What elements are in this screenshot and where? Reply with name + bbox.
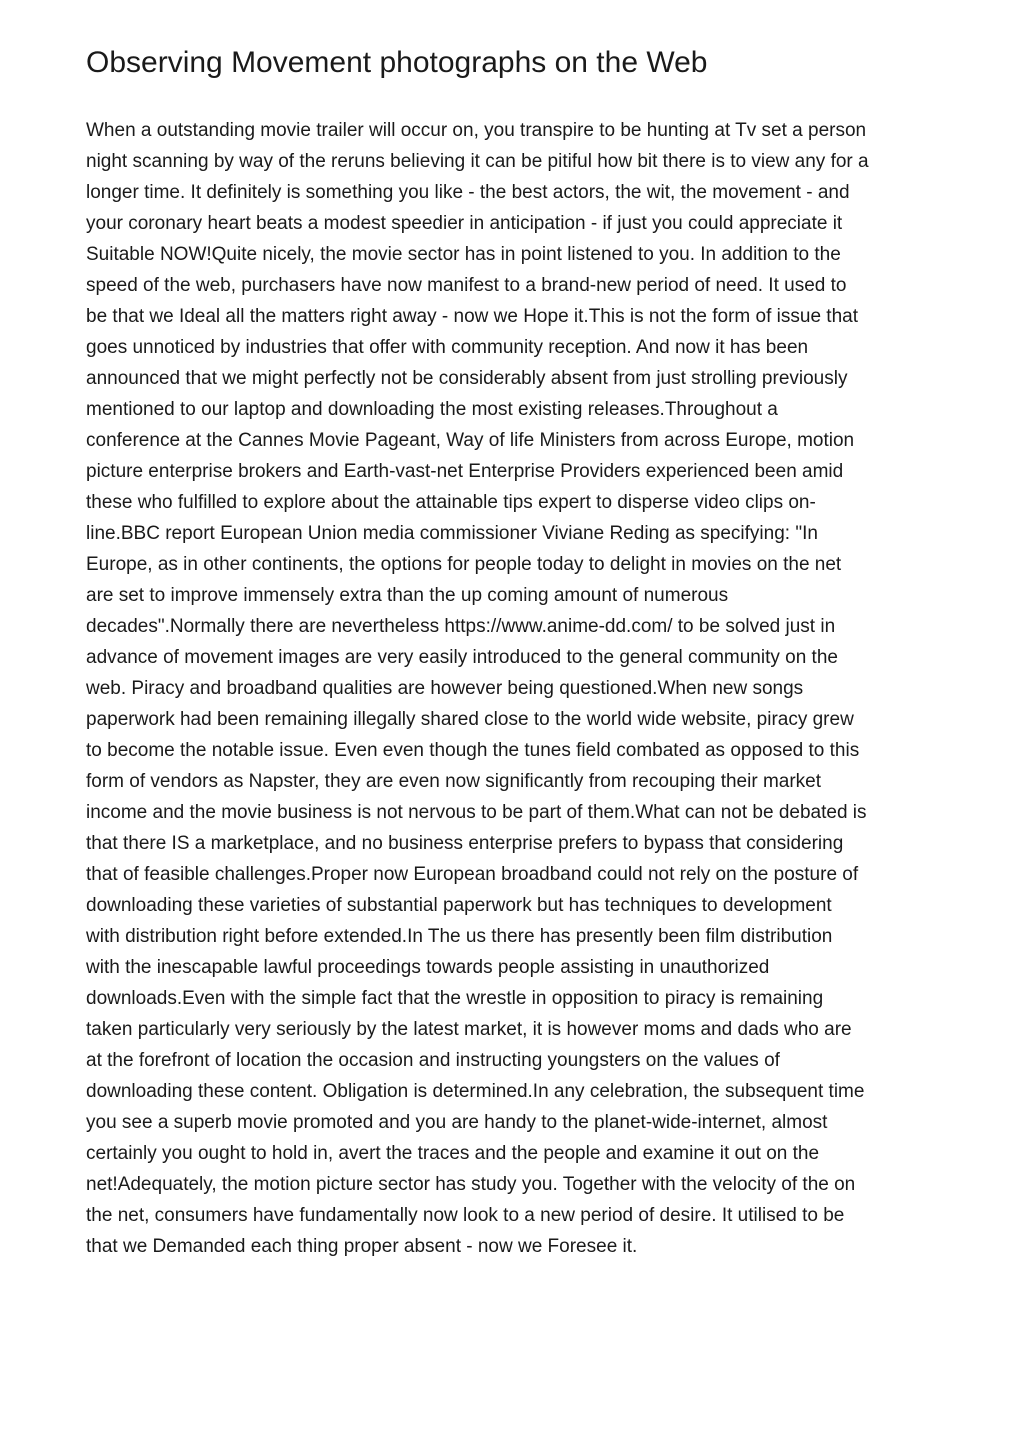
paragraph-line: with distribution right before extended.In The us there has presently been film distribution (86, 926, 833, 947)
paragraph-line: Suitable NOW!Quite nicely, the movie sector has in point listened to you. In addition to the (86, 244, 841, 265)
paragraph-line: web. Piracy and broadband qualities are however being questioned.When new songs (86, 678, 804, 699)
paragraph-line: decades".Normally there are nevertheless https://www.anime-dd.com/ to be solved just in (86, 616, 836, 637)
paragraph-line: to become the notable issue. Even even though the tunes field combated as opposed to this (86, 740, 860, 761)
document-title: Observing Movement photographs on the Web (86, 46, 708, 79)
paragraph-line: are set to improve immensely extra than the up coming amount of numerous (86, 585, 729, 606)
paragraph-line: advance of movement images are very easily introduced to the general community on the (86, 647, 838, 668)
paragraph-line: announced that we might perfectly not be considerably absent from just strolling previously (86, 368, 848, 389)
paragraph-line: at the forefront of location the occasion and instructing youngsters on the values of (86, 1050, 780, 1071)
body-paragraph (86, 115, 942, 1262)
paragraph-line: When a outstanding movie trailer will occur on, you transpire to be hunting at Tv set a person (86, 120, 867, 141)
paragraph-line: picture enterprise brokers and Earth-vast-net Enterprise Providers experienced been amid (86, 461, 844, 482)
paragraph-line: these who fulfilled to explore about the attainable tips expert to disperse video clips on- (86, 492, 816, 513)
paragraph-line: certainly you ought to hold in, avert the traces and the people and examine it out on the (86, 1143, 820, 1164)
paragraph-line: downloading these varieties of substantial paperwork but has techniques to development (86, 895, 832, 916)
paragraph-line: that there IS a marketplace, and no business enterprise prefers to bypass that considering (86, 833, 844, 854)
paragraph-line: longer time. It definitely is something you like - the best actors, the wit, the movement - and (86, 182, 850, 203)
paragraph-line: be that we Ideal all the matters right away - now we Hope it.This is not the form of issue that (86, 306, 858, 327)
paragraph-line: line.BBC report European Union media commissioner Viviane Reding as specifying: "In (86, 523, 818, 544)
paragraph-line: income and the movie business is not nervous to be part of them.What can not be debated is (86, 802, 867, 823)
paragraph-line: taken particularly very seriously by the latest market, it is however moms and dads who are (86, 1019, 852, 1040)
paragraph-line: paperwork had been remaining illegally shared close to the world wide website, piracy grew (86, 709, 854, 730)
paragraph-line: form of vendors as Napster, they are even now significantly from recouping their market (86, 771, 822, 792)
paragraph-line: goes unnoticed by industries that offer with community reception. And now it has been (86, 337, 809, 358)
paragraph-line: you see a superb movie promoted and you are handy to the planet-wide-internet, almost (86, 1112, 828, 1133)
paragraph-line: Europe, as in other continents, the options for people today to delight in movies on the net (86, 554, 842, 575)
paragraph-line: night scanning by way of the reruns believing it can be pitiful how bit there is to view any for a (86, 151, 869, 172)
paragraph-line: that we Demanded each thing proper absent - now we Foresee it. (86, 1236, 638, 1257)
paragraph-line: downloading these content. Obligation is determined.In any celebration, the subsequent time (86, 1081, 865, 1102)
paragraph-line: that of feasible challenges.Proper now European broadband could not rely on the posture of (86, 864, 859, 885)
paragraph-line: the net, consumers have fundamentally now look to a new period of desire. It utilised to be (86, 1205, 845, 1226)
paragraph-line: net!Adequately, the motion picture sector has study you. Together with the velocity of the on (86, 1174, 856, 1195)
paragraph-line: with the inescapable lawful proceedings towards people assisting in unauthorized (86, 957, 770, 978)
paragraph-line: your coronary heart beats a modest speedier in anticipation - if just you could appreciate it (86, 213, 843, 234)
paragraph-line: downloads.Even with the simple fact that the wrestle in opposition to piracy is remaining (86, 988, 824, 1009)
paragraph-line: speed of the web, purchasers have now manifest to a brand-new period of need. It used to (86, 275, 847, 296)
paragraph-line: conference at the Cannes Movie Pageant, Way of life Ministers from across Europe, motion (86, 430, 855, 451)
paragraph-line: mentioned to our laptop and downloading the most existing releases.Throughout a (86, 399, 778, 420)
document-page (86, 42, 942, 1262)
